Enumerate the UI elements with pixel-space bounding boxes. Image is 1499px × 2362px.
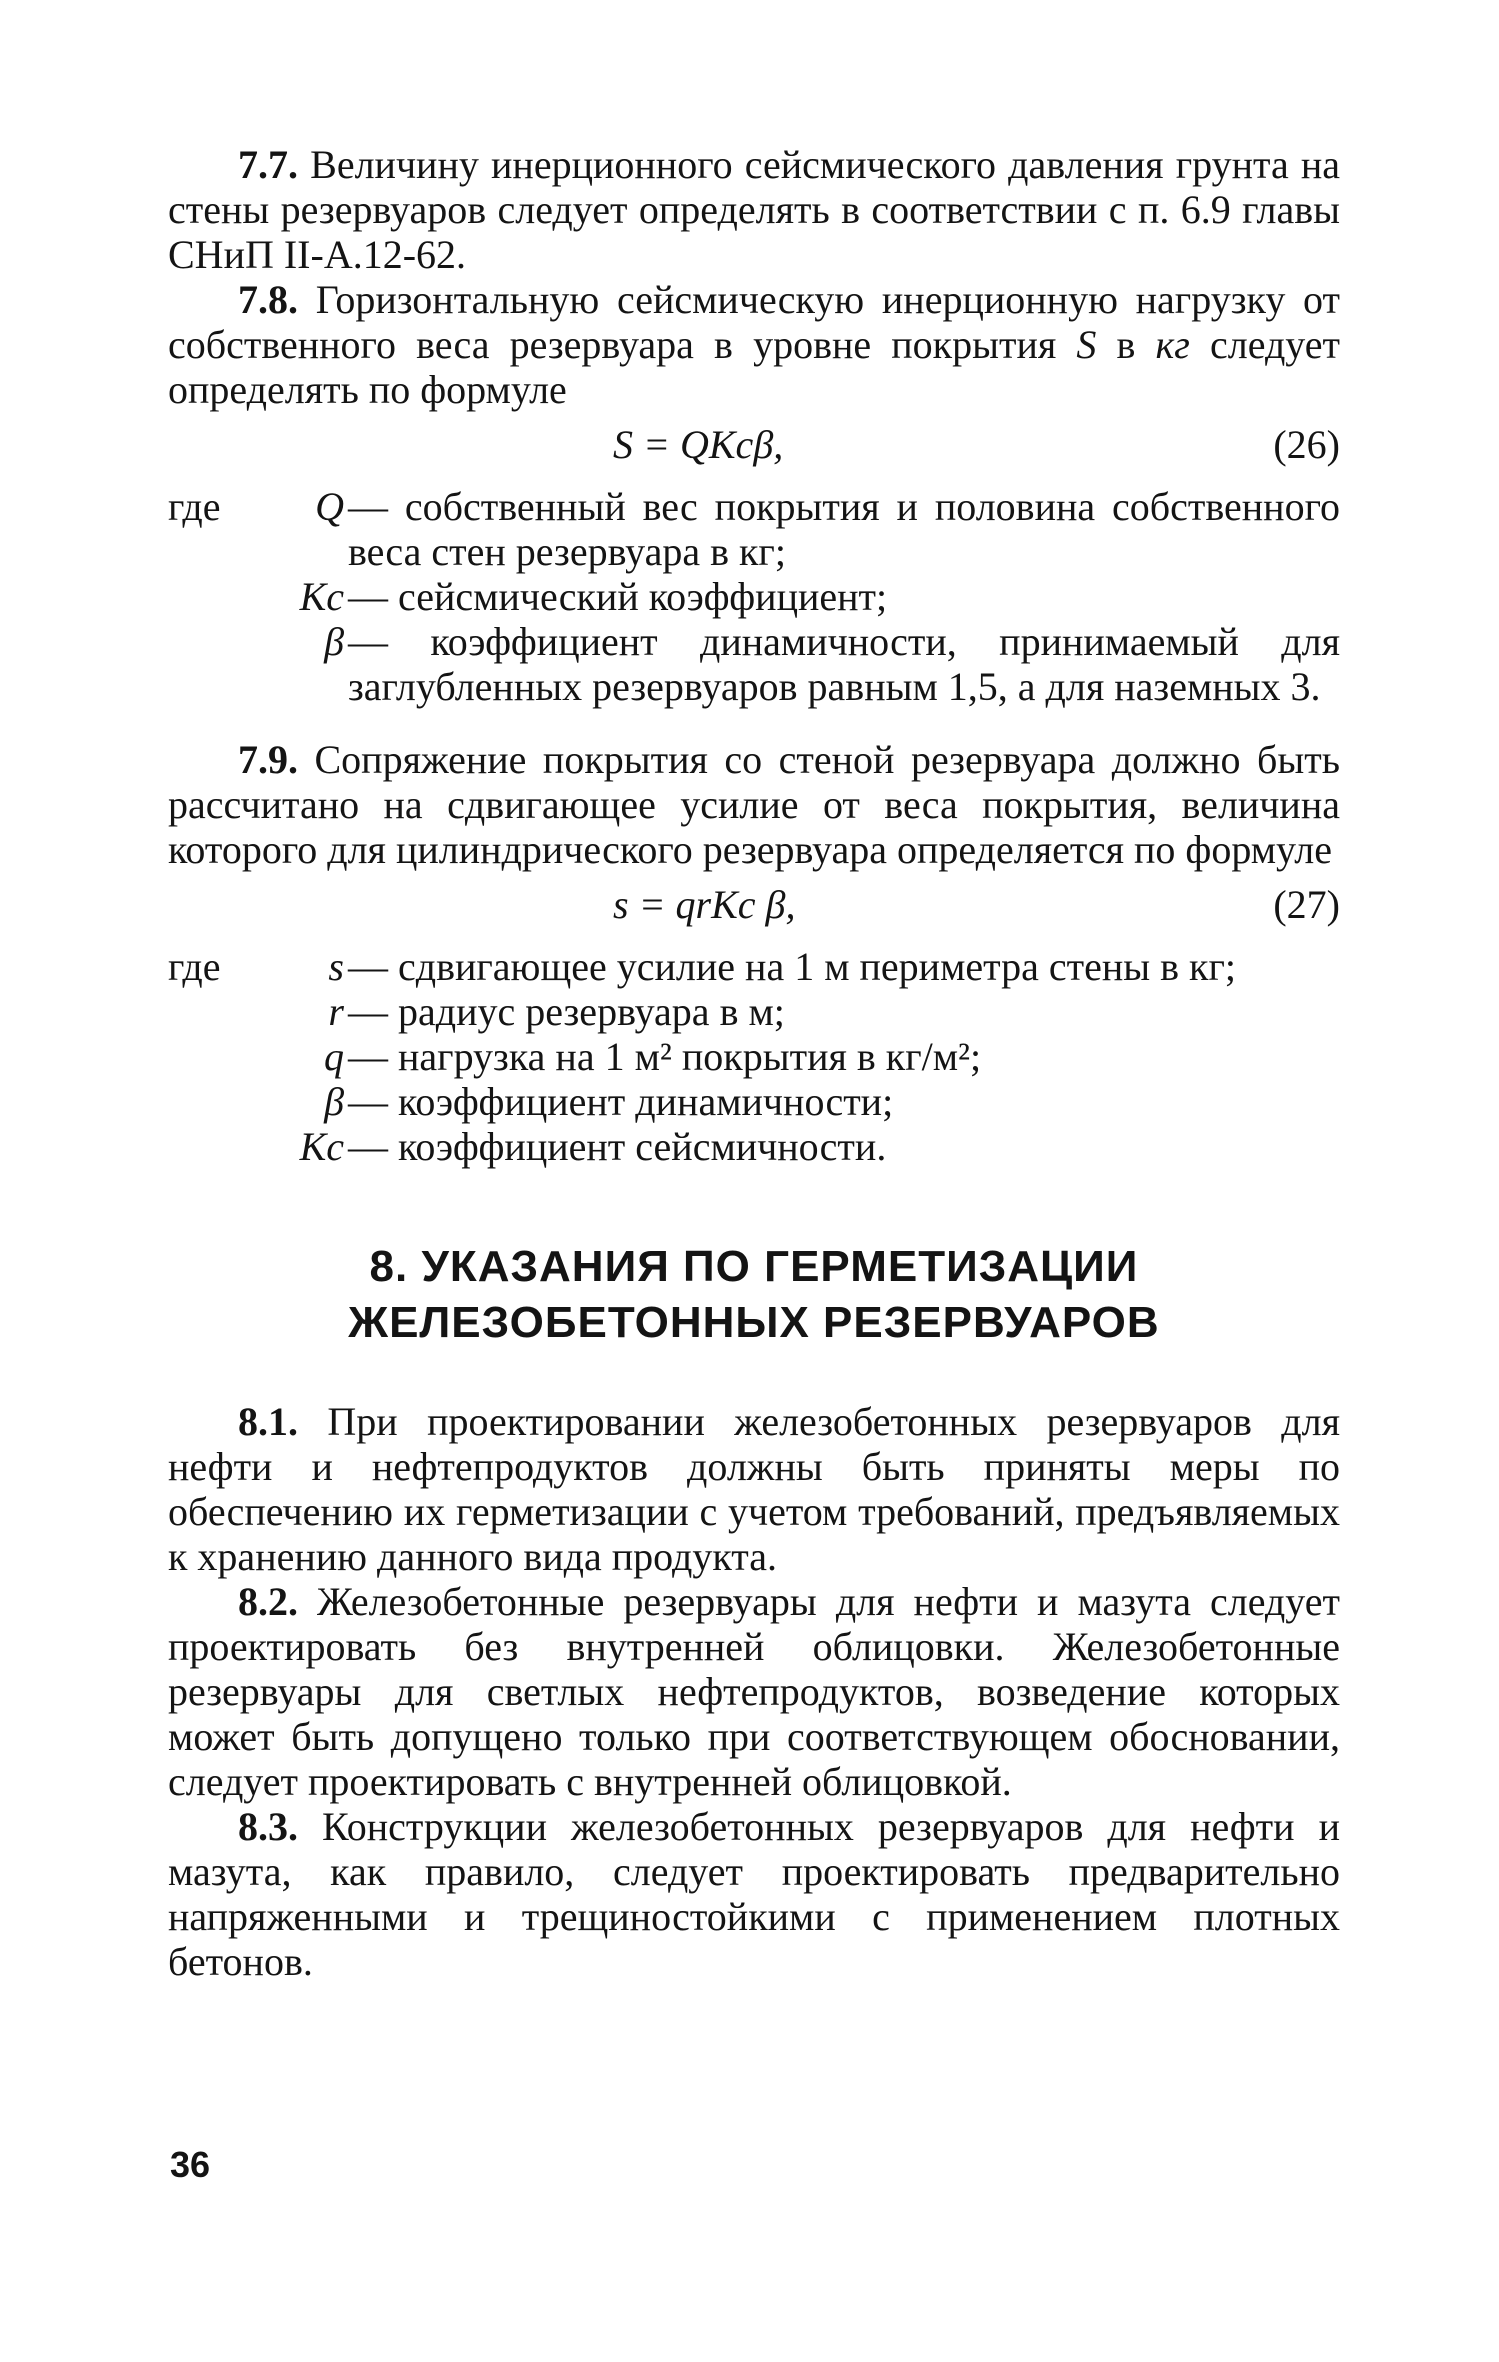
definition-symbol: q <box>324 1034 344 1079</box>
paragraph-8-1 <box>168 1399 1340 1579</box>
definition-item <box>168 1124 1340 1169</box>
paragraph-text: следует определять по формуле <box>168 322 1341 412</box>
definition-symbol: Kc <box>299 574 344 619</box>
definition-text: — собственный вес покрытия и половина собственного веса стен резервуара в кг; <box>348 484 1340 574</box>
definition-item <box>168 619 1340 709</box>
clause-number: 7.8. <box>238 277 298 322</box>
clause-number: 7.9. <box>238 737 298 782</box>
definition-lead: где <box>168 944 221 989</box>
paragraph-text: Конструкции железобетонных резервуаров для нефти и мазута, как правило, следует проектировать предварительно напряженными и трещиностойкими с применением плотных бетонов. <box>168 1804 1341 1984</box>
paragraph-8-2 <box>168 1579 1340 1804</box>
definition-lead <box>168 574 248 619</box>
paragraph-7-9 <box>168 737 1340 872</box>
definition-lead <box>168 1079 248 1124</box>
paragraph-text: Величину инерционного сейсмического давления грунта на стены резервуаров следует определять в соответствии с п. 6.9 главы СНиП II-А.12-62. <box>168 142 1341 277</box>
definition-text: — коэффициент динамичности; <box>348 1079 894 1124</box>
definition-text: — радиус резервуара в м; <box>348 989 785 1034</box>
paragraph-text: Сопряжение покрытия со стеной резервуара должно быть рассчитано на сдвигающее усилие от веса покрытия, величина которого для цилиндрического резервуара определяется по формуле <box>168 737 1341 872</box>
definition-item <box>168 484 1340 574</box>
definition-lead <box>168 1034 248 1079</box>
definition-symbol: β <box>324 1079 344 1124</box>
paragraph-text: Железобетонные резервуары для нефти и мазута следует проектировать без внутренней облицовки. Железобетонные резервуары для светлых нефтепродуктов, возведение которых может быть допущено только при соответствующем обосновании, следует проектировать с внутренней облицовкой. <box>168 1579 1340 1804</box>
paragraph-text: в <box>1096 322 1156 367</box>
page-number: 36 <box>170 2144 211 2185</box>
definition-lead <box>168 1124 248 1169</box>
definition-text: — коэффициент динамичности, принимаемый для заглубленных резервуаров равным 1,5, а для наземных 3. <box>348 619 1340 709</box>
formula-expression: s = qrKc β, <box>613 882 796 927</box>
definition-symbol: r <box>328 989 344 1034</box>
definition-item <box>168 944 1340 989</box>
text-column <box>168 142 1340 1984</box>
clause-number: 7.7. <box>238 142 298 187</box>
formula-number: (26) <box>1273 422 1340 467</box>
section-heading-line: 8. УКАЗАНИЯ ПО ГЕРМЕТИЗАЦИИ <box>369 1242 1139 1291</box>
paragraph-8-3 <box>168 1804 1340 1984</box>
definition-symbol: Kc <box>299 1124 344 1169</box>
definition-lead <box>168 619 248 709</box>
definition-text: — сдвигающее усилие на 1 м периметра стены в кг; <box>348 944 1236 989</box>
definition-item <box>168 574 1340 619</box>
formula-number: (27) <box>1273 882 1340 927</box>
definition-lead: где <box>168 484 221 529</box>
definition-item <box>168 1034 1340 1079</box>
definition-text: — нагрузка на 1 м² покрытия в кг/м²; <box>348 1034 982 1079</box>
definition-symbol: β <box>324 619 344 664</box>
definitions-26 <box>168 484 1340 709</box>
symbol-s: S <box>1076 322 1097 367</box>
definition-item <box>168 1079 1340 1124</box>
definition-lead <box>168 989 248 1034</box>
formula-27 <box>168 878 1340 934</box>
paragraph-7-8 <box>168 277 1340 412</box>
formula-expression: S = QKcβ, <box>613 422 784 467</box>
definitions-27 <box>168 944 1340 1169</box>
clause-number: 8.1. <box>238 1399 298 1444</box>
clause-number: 8.2. <box>238 1579 298 1624</box>
definition-text: — коэффициент сейсмичности. <box>348 1124 887 1169</box>
paragraph-7-7 <box>168 142 1340 277</box>
paragraph-text: Горизонтальную сейсмическую инерционную нагрузку от собственного веса резервуара в уровне покрытия <box>168 277 1341 367</box>
definition-item <box>168 989 1340 1034</box>
paragraph-text: При проектировании железобетонных резервуаров для нефти и нефтепродуктов должны быть приняты меры по обеспечению их герметизации с учетом требований, предъявляемых к хранению данного вида продукта. <box>168 1399 1340 1579</box>
unit-kg: кг <box>1155 322 1190 367</box>
section-heading <box>168 1239 1340 1351</box>
section-heading-line: ЖЕЛЕЗОБЕТОННЫХ РЕЗЕРВУАРОВ <box>348 1298 1160 1347</box>
formula-26 <box>168 418 1340 474</box>
definition-text: — сейсмический коэффициент; <box>348 574 888 619</box>
definition-symbol: s <box>328 944 344 989</box>
clause-number: 8.3. <box>238 1804 298 1849</box>
definition-symbol: Q <box>315 484 344 529</box>
